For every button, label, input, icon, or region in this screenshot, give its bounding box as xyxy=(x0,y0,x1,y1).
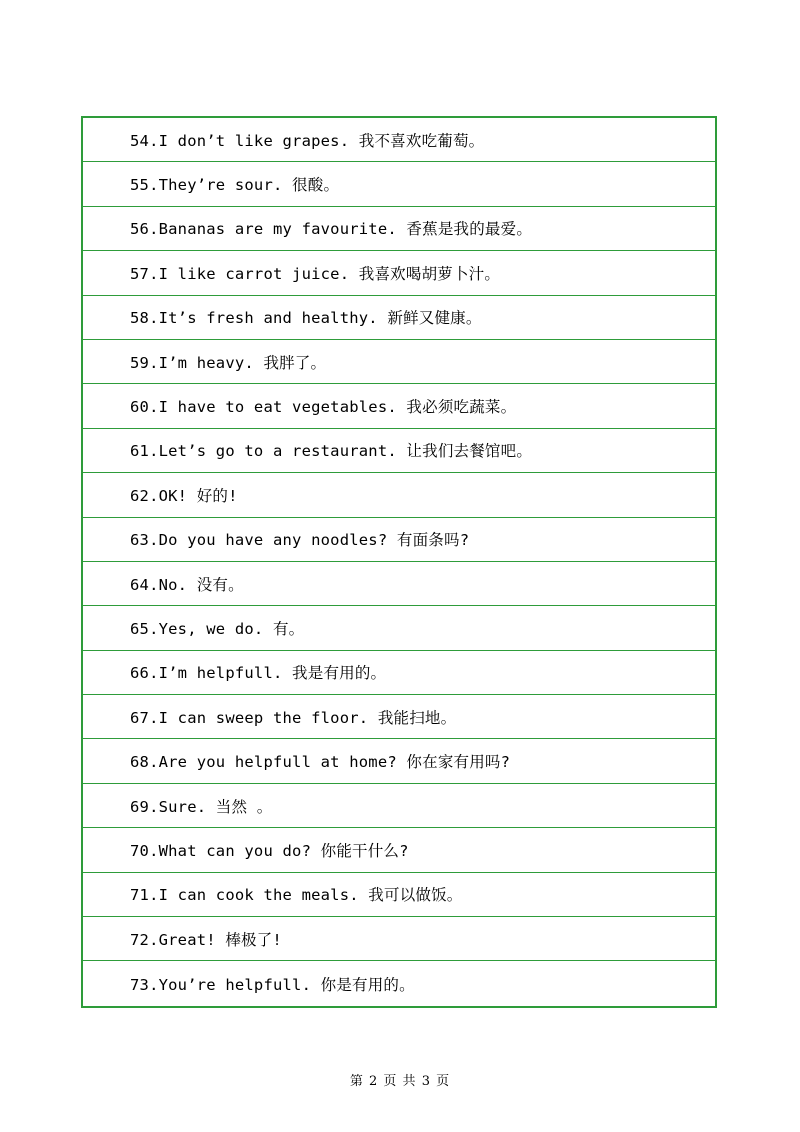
table-row: 71.I can cook the meals. 我可以做饭。 xyxy=(83,873,715,917)
table-row: 55.They’re sour. 很酸。 xyxy=(83,162,715,206)
table-row: 54.I don’t like grapes. 我不喜欢吃葡萄。 xyxy=(83,118,715,162)
table-row: 58.It’s fresh and healthy. 新鲜又健康。 xyxy=(83,296,715,340)
table-row: 65.Yes, we do. 有。 xyxy=(83,606,715,650)
page-number-footer: 第 2 页 共 3 页 xyxy=(349,1074,451,1089)
table-row: 70.What can you do? 你能干什么? xyxy=(83,828,715,872)
sentence-table xyxy=(81,116,717,1008)
table-row: 68.Are you helpfull at home? 你在家有用吗? xyxy=(83,739,715,783)
table-row: 62.OK! 好的! xyxy=(83,473,715,517)
table-row: 73.You’re helpfull. 你是有用的。 xyxy=(130,975,415,994)
table-row: 67.I can sweep the floor. 我能扫地。 xyxy=(83,695,715,739)
table-row: 56.Bananas are my favourite. 香蕉是我的最爱。 xyxy=(83,207,715,251)
table-row: 57.I like carrot juice. 我喜欢喝胡萝卜汁。 xyxy=(83,251,715,295)
table-row: 59.I’m heavy. 我胖了。 xyxy=(83,340,715,384)
table-row: 72.Great! 棒极了! xyxy=(83,917,715,961)
table-row: 61.Let’s go to a restaurant. 让我们去餐馆吧。 xyxy=(83,429,715,473)
table-row: 63.Do you have any noodles? 有面条吗? xyxy=(83,518,715,562)
table-row: 66.I’m helpfull. 我是有用的。 xyxy=(83,651,715,695)
table-row: 60.I have to eat vegetables. 我必须吃蔬菜。 xyxy=(83,384,715,428)
table-row: 69.Sure. 当然 。 xyxy=(83,784,715,828)
table-row: 64.No. 没有。 xyxy=(83,562,715,606)
